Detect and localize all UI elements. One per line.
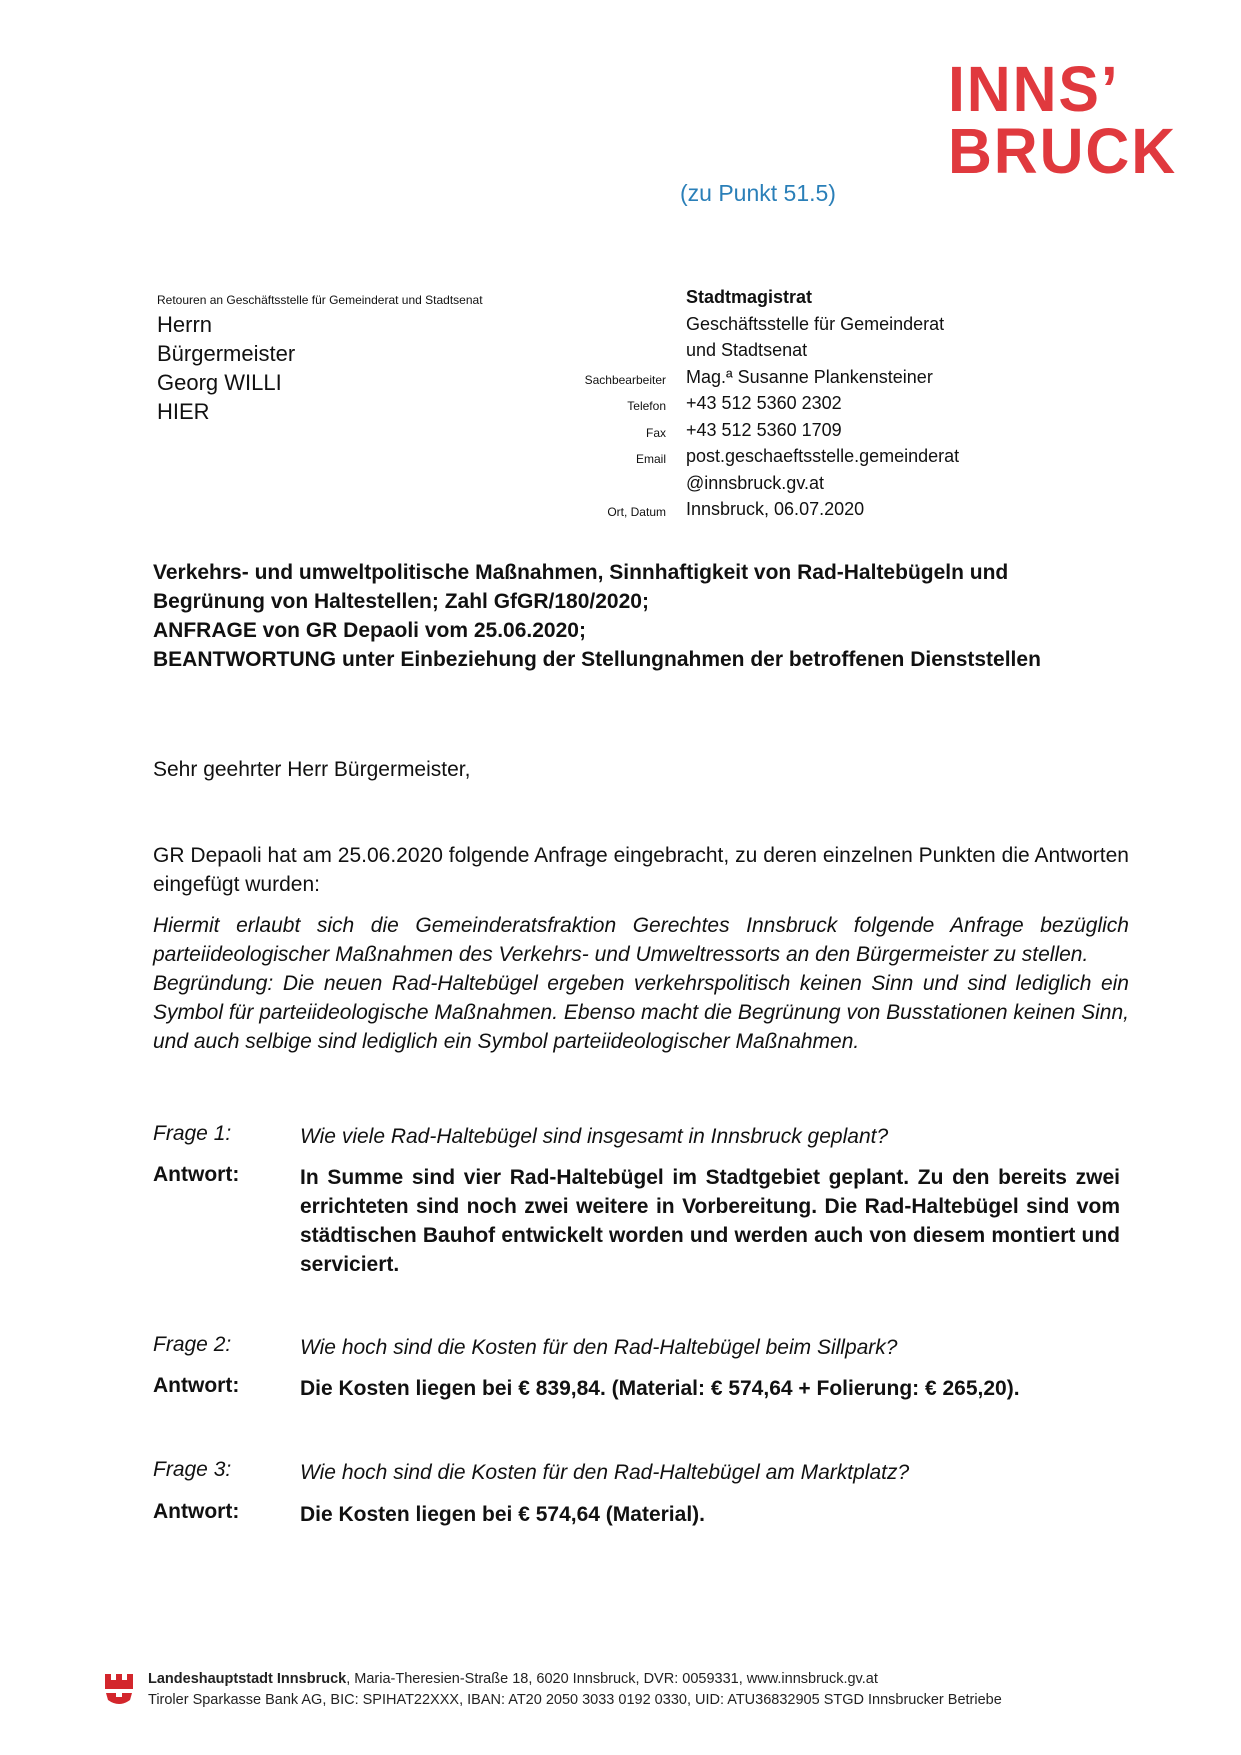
subject-line-1: Verkehrs- und umweltpolitische Maßnahmen, Sinnhaftigkeit von Rad-Haltebügeln und bbox=[153, 561, 1009, 584]
innsbruck-logo bbox=[948, 53, 1186, 187]
agenda-reference: (zu Punkt 51.5) bbox=[680, 180, 836, 206]
sender-org: Stadtmagistrat bbox=[686, 287, 813, 307]
label-fax: Fax bbox=[645, 426, 666, 440]
request-reasoning: Begründung: Die neuen Rad-Haltebügel ergeben verkehrspolitisch keinen Sinn und sind lediglich ein Symbol für parteiideologische Maßnahmen. Ebenso macht die Begrünung von Busstationen keinen Sinn, und auch selbige sind lediglich ein Symbol parteiideologischer Maßnahmen. bbox=[153, 972, 1129, 1053]
answer-3-text: Die Kosten liegen bei € 574,64 (Material). bbox=[300, 1503, 705, 1526]
sender-email-1: post.geschaeftsstelle.gemeinderat bbox=[686, 446, 960, 466]
footer-org: Landeshauptstadt Innsbruck bbox=[148, 1671, 347, 1687]
logo-line-1: INNS’ bbox=[948, 53, 1120, 125]
city-crest-icon bbox=[104, 1672, 134, 1708]
label-place-date: Ort, Datum bbox=[607, 505, 666, 519]
question-1-text: Wie viele Rad-Haltebügel sind insgesamt in Innsbruck geplant? bbox=[300, 1125, 889, 1148]
sender-place-date: Innsbruck, 06.07.2020 bbox=[686, 499, 865, 519]
question-3-label: Frage 3: bbox=[153, 1458, 232, 1481]
request-text: Hiermit erlaubt sich die Gemeinderatsfraktion Gerechtes Innsbruck folgende Anfrage bezüglich parteiideologischer Maßnahmen des Verkehrs- und Umweltressorts an den Bürgermeister zu stellen. bbox=[153, 914, 1129, 966]
recipient-line-1: Herrn bbox=[157, 312, 213, 337]
answer-1-label: Antwort: bbox=[153, 1163, 240, 1186]
answer-2-label: Antwort: bbox=[153, 1374, 240, 1397]
answer-3-label: Antwort: bbox=[153, 1500, 240, 1523]
request-block bbox=[153, 911, 1129, 1056]
sender-email-2: @innsbruck.gv.at bbox=[686, 472, 824, 493]
footer-line-2: Tiroler Sparkasse Bank AG, BIC: SPIHAT22XXX, IBAN: AT20 2050 3033 0192 0330, UID: ATU36832905 STGD Innsbrucker Betriebe bbox=[148, 1692, 1002, 1708]
label-email: Email bbox=[635, 452, 666, 466]
salutation: Sehr geehrter Herr Bürgermeister, bbox=[153, 758, 471, 781]
footer-address: , Maria-Theresien-Straße 18, 6020 Innsbruck, DVR: 0059331, www.innsbruck.gv.at bbox=[346, 1671, 878, 1687]
intro-paragraph: GR Depaoli hat am 25.06.2020 folgende Anfrage eingebracht, zu deren einzelnen Punkten die Antworten eingefügt wurden: bbox=[153, 844, 1129, 896]
sender-clerk: Mag.ª Susanne Plankensteiner bbox=[686, 366, 933, 387]
footer bbox=[148, 1669, 1002, 1711]
answer-2-text: Die Kosten liegen bei € 839,84. (Material: € 574,64 + Folierung: € 265,20). bbox=[300, 1377, 1020, 1400]
sender-dept-2: und Stadtsenat bbox=[686, 340, 808, 360]
returns-note: Retouren an Geschäftsstelle für Gemeinderat und Stadtsenat bbox=[157, 293, 483, 307]
question-1-label: Frage 1: bbox=[153, 1122, 232, 1145]
subject-line-4: BEANTWORTUNG unter Einbeziehung der Stellungnahmen der betroffenen Dienststellen bbox=[153, 648, 1041, 671]
question-2-text: Wie hoch sind die Kosten für den Rad-Haltebügel beim Sillpark? bbox=[300, 1336, 898, 1359]
logo-line-2: BRUCK bbox=[948, 115, 1178, 187]
recipient-line-3: Georg WILLI bbox=[157, 370, 282, 395]
question-3-text: Wie hoch sind die Kosten für den Rad-Haltebügel am Marktplatz? bbox=[300, 1461, 910, 1484]
question-2-label: Frage 2: bbox=[153, 1333, 232, 1356]
recipient-line-2: Bürgermeister bbox=[157, 341, 296, 366]
footer-line-1 bbox=[148, 1669, 1002, 1690]
sender-phone: +43 512 5360 2302 bbox=[686, 393, 842, 413]
sender-fax: +43 512 5360 1709 bbox=[686, 419, 842, 440]
sender-dept-1: Geschäftsstelle für Gemeinderat bbox=[686, 313, 945, 334]
subject bbox=[153, 558, 1133, 674]
sender-block bbox=[686, 284, 959, 523]
recipient-line-4: HIER bbox=[157, 399, 210, 424]
recipient-address bbox=[157, 310, 295, 426]
label-phone: Telefon bbox=[627, 399, 666, 413]
answer-1-text: In Summe sind vier Rad-Haltebügel im Stadtgebiet geplant. Zu den bereits zwei errichteten sind noch zwei weitere in Vorbereitung. Die Rad-Haltebügel sind vom städtischen Bauhof entwickelt worden und werden auch von diesem montiert und serviciert. bbox=[300, 1166, 1120, 1276]
subject-line-2: Begrünung von Haltestellen; Zahl GfGR/180/2020; bbox=[153, 590, 649, 613]
label-clerk: Sachbearbeiter bbox=[584, 373, 666, 387]
subject-line-3: ANFRAGE von GR Depaoli vom 25.06.2020; bbox=[153, 619, 586, 642]
